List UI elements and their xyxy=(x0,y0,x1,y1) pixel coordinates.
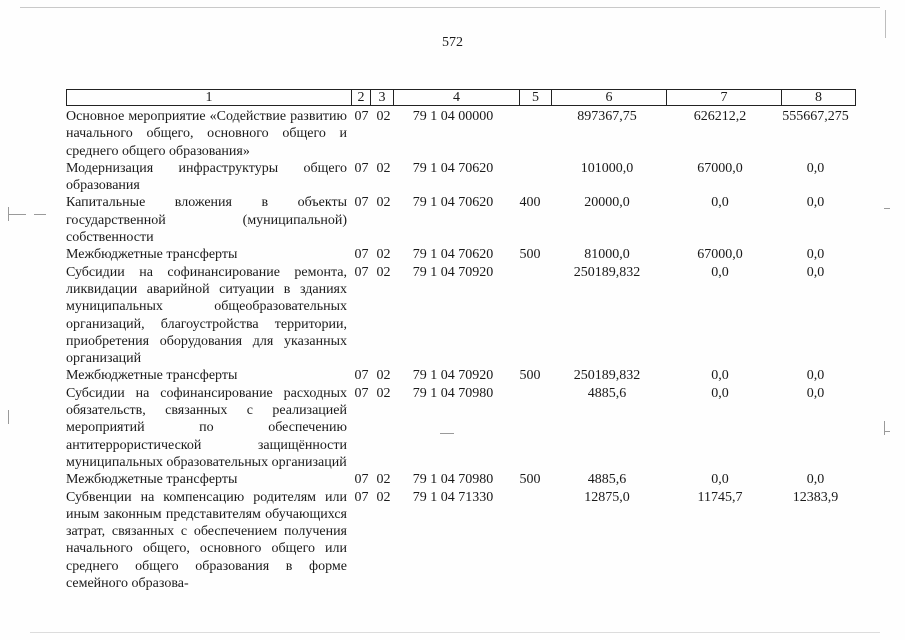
row-type: 500 xyxy=(519,247,541,263)
row-value-6: 4885,6 xyxy=(587,472,627,488)
scan-mark xyxy=(34,214,46,215)
row-target: 79 1 04 00000 xyxy=(412,109,494,124)
row-value-8: 0,0 xyxy=(806,160,825,176)
row-name: Субсидии на софинансирование ремонта, ликвидации аварийной ситуации в зданиях муниципальных общеобразовательных организаций, благоустройства территории, приобретения оборудования для указанных организаций xyxy=(66,264,347,367)
row-subsection: 02 xyxy=(376,368,391,384)
row-section: 07 xyxy=(354,264,369,280)
row-value-8: 12383,9 xyxy=(792,489,839,505)
row-target: 79 1 04 70980 xyxy=(412,472,494,488)
scan-mark xyxy=(884,421,885,435)
header-cell-4: 4 xyxy=(394,90,520,105)
row-value-7: 0,0 xyxy=(711,472,729,488)
header-cell-3: 3 xyxy=(371,90,394,105)
row-value-7: 626212,2 xyxy=(693,109,747,124)
table-row xyxy=(66,194,856,246)
row-subsection: 02 xyxy=(376,489,391,505)
row-name: Капитальные вложения в объекты государственной (муниципальной) собственности xyxy=(66,195,347,246)
scan-mark xyxy=(8,207,9,221)
row-subsection: 02 xyxy=(376,385,391,401)
row-section: 07 xyxy=(354,160,369,176)
row-name: Модернизация инфраструктуры общего образования xyxy=(66,160,347,194)
table-row xyxy=(66,160,856,195)
scan-mark xyxy=(440,433,454,434)
table-row xyxy=(66,246,856,263)
row-section: 07 xyxy=(354,247,369,263)
row-target: 79 1 04 70620 xyxy=(412,160,494,176)
row-subsection: 02 xyxy=(376,247,391,263)
row-value-8: 555667,275 xyxy=(782,109,849,124)
row-value-7: 0,0 xyxy=(711,264,729,280)
row-section: 07 xyxy=(354,368,369,384)
row-section: 07 xyxy=(354,385,369,401)
header-cell-2: 2 xyxy=(352,90,371,105)
row-type: 500 xyxy=(519,368,541,384)
row-name: Субсидии на софинансирование расходных обязательств, связанных с реализацией мероприятий по обеспечению антитеррористической защищённости муниципальных образовательных организаций xyxy=(66,385,347,470)
row-subsection: 02 xyxy=(376,109,391,124)
row-value-6: 250189,832 xyxy=(573,368,641,384)
row-name: Межбюджетные трансферты xyxy=(66,247,238,263)
row-value-6: 897367,75 xyxy=(577,109,637,124)
scan-mark xyxy=(30,632,880,633)
row-value-7: 0,0 xyxy=(711,368,729,384)
row-subsection: 02 xyxy=(376,264,391,280)
scan-mark xyxy=(8,214,26,215)
row-name: Субвенции на компенсацию родителям или иным законным представителям обучающихся затрат, связанных с обеспечением получения начального общего, основного общего или среднего общего образования в форме семейного образова- xyxy=(66,489,347,592)
row-value-8: 0,0 xyxy=(806,247,825,263)
table-row xyxy=(66,367,856,384)
row-name: Межбюджетные трансферты xyxy=(66,368,238,384)
row-target: 79 1 04 70620 xyxy=(412,195,494,211)
row-target: 79 1 04 71330 xyxy=(412,489,494,505)
header-cell-1: 1 xyxy=(67,90,352,105)
table-row xyxy=(66,471,856,488)
table-header-row xyxy=(66,89,856,106)
row-value-8: 0,0 xyxy=(806,195,825,211)
row-value-6: 20000,0 xyxy=(584,195,630,211)
row-value-6: 12875,0 xyxy=(584,489,630,505)
row-name: Межбюджетные трансферты xyxy=(66,472,238,488)
header-cell-7: 7 xyxy=(667,90,782,105)
row-value-6: 81000,0 xyxy=(584,247,630,263)
table-row xyxy=(66,264,856,368)
row-value-7: 67000,0 xyxy=(697,247,743,263)
row-type: 500 xyxy=(519,472,541,488)
row-section: 07 xyxy=(354,489,369,505)
row-value-7: 0,0 xyxy=(711,195,729,211)
scan-edge-right xyxy=(885,10,886,38)
row-target: 79 1 04 70980 xyxy=(412,385,494,401)
row-value-8: 0,0 xyxy=(806,368,825,384)
row-target: 79 1 04 70920 xyxy=(412,264,494,280)
row-value-7: 11745,7 xyxy=(697,489,743,505)
scan-mark xyxy=(884,208,890,209)
row-name: Основное мероприятие «Содействие развитию начального общего, основного общего и среднего общего образования» xyxy=(66,109,347,159)
row-value-8: 0,0 xyxy=(806,385,825,401)
row-value-7: 0,0 xyxy=(711,385,729,401)
table-row xyxy=(66,108,856,160)
row-type: 400 xyxy=(519,195,541,211)
row-subsection: 02 xyxy=(376,195,391,211)
row-value-6: 101000,0 xyxy=(580,160,634,176)
scan-edge-top xyxy=(20,7,880,8)
row-subsection: 02 xyxy=(376,472,391,488)
header-cell-5: 5 xyxy=(520,90,552,105)
row-value-7: 67000,0 xyxy=(697,160,743,176)
header-cell-8: 8 xyxy=(815,90,822,105)
row-value-6: 4885,6 xyxy=(587,385,627,401)
row-target: 79 1 04 70620 xyxy=(412,247,494,263)
row-target: 79 1 04 70920 xyxy=(412,368,494,384)
row-value-6: 250189,832 xyxy=(573,264,641,280)
row-section: 07 xyxy=(354,195,369,211)
row-section: 07 xyxy=(354,472,369,488)
table-row xyxy=(66,489,856,593)
page-number: 572 xyxy=(442,35,463,50)
header-cell-6: 6 xyxy=(552,90,667,105)
table-row xyxy=(66,385,856,471)
row-value-8: 0,0 xyxy=(806,472,825,488)
scan-mark xyxy=(8,410,9,424)
table-body xyxy=(66,108,856,592)
row-subsection: 02 xyxy=(376,160,391,176)
row-section: 07 xyxy=(354,109,369,124)
row-value-8: 0,0 xyxy=(806,264,825,280)
